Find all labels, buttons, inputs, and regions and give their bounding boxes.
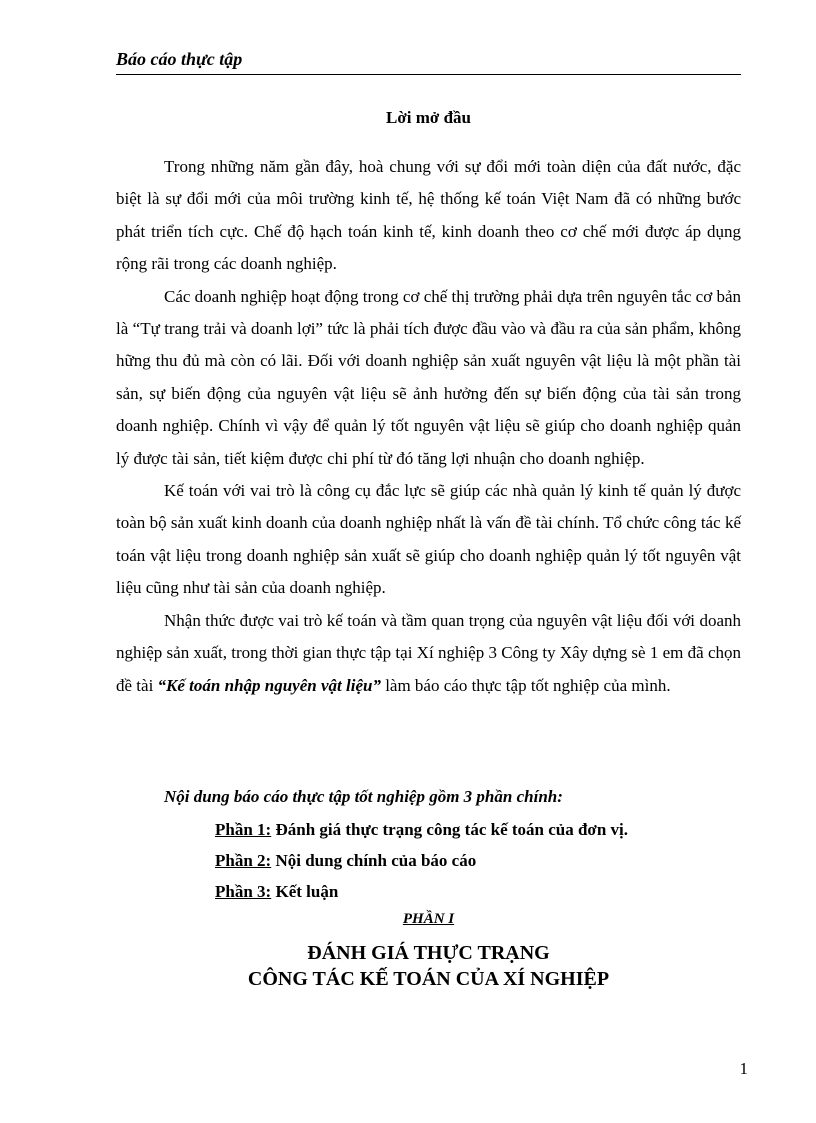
part-label: PHẦN I [402, 911, 455, 927]
paragraph-4 [116, 605, 741, 702]
outline-item-part-1 [215, 815, 628, 845]
part-title-line-1: ĐÁNH GIÁ THỰC TRẠNG [307, 942, 550, 964]
outline-item-label: Phần 3: [215, 882, 272, 901]
paragraph-4-text-after: làm báo cáo thực tập tốt nghiệp của mình. [380, 675, 671, 695]
part-title-line-2: CÔNG TÁC KẾ TOÁN CỦA XÍ NGHIỆP [247, 968, 610, 990]
paragraph-4-text-before: Nhận thức được vai trò kế toán và tầm quan trọng của nguyên vật liệu đối với doanh nghiệp sản xuất, trong thời gian thực tập tại Xí nghiệp 3 Công ty Xây dựng sè 1 em đã chọn đề tài [116, 610, 741, 695]
outline-heading: Nội dung báo cáo thực tập tốt nghiệp gồm 3 phần chính: [164, 787, 563, 806]
outline-item-text: Kết luận [271, 882, 339, 901]
outline-item-label: Phần 2: [215, 851, 272, 870]
body-text [116, 151, 741, 702]
paragraph-1: Trong những năm gần đây, hoà chung với sự đổi mới toàn diện của đất nước, đặc biệt là sự đổi mới của môi trường kinh tế, hệ thống kế toán Việt Nam đã có những bước phát triển tích cực. Chế độ hạch toán kinh tế, kinh doanh theo cơ chế mới được áp dụng rộng rãi trong các doanh nghiệp. [116, 157, 741, 274]
paragraph-2: Các doanh nghiệp hoạt động trong cơ chế thị trường phải dựa trên nguyên tắc cơ bản là “Tự trang trải và doanh lợi” tức là phải tích được đầu vào và đầu ra của sản phẩm, không hững thu đủ mà còn có lãi. Đối với doanh nghiệp sản xuất nguyên vật liệu là một phần tài sản, sự biến động của nguyên vật liệu sẽ ảnh hưởng đến sự biến động của tài sản trong doanh nghiệp. Chính vì vậy để quản lý tốt nguyên vật liệu sẽ giúp cho doanh nghiệp quản lý được tài sản, tiết kiệm được chi phí từ đó tăng lợi nhuận cho doanh nghiệp. [116, 286, 741, 468]
part-title [116, 940, 741, 992]
page-title: Lời mở đầu [386, 108, 471, 127]
page-number: 1 [739, 1059, 748, 1078]
outline-item-text: Đánh giá thực trạng công tác kế toán của đơn vị. [271, 820, 629, 839]
outline-item-text: Nội dung chính của báo cáo [271, 851, 477, 870]
paragraph-3: Kế toán với vai trò là công cụ đắc lực sẽ giúp các nhà quản lý kinh tế quản lý được toàn bộ sản xuất kinh doanh của doanh nghiệp nhất là vấn đề tài chính. Tổ chức công tác kế toán vật liệu trong doanh nghiệp sản xuất sẽ giúp cho doanh nghiệp quản lý tốt nguyên vật liệu cũng như tài sản của doanh nghiệp. [116, 481, 741, 598]
outline-item-label: Phần 1: [215, 820, 272, 839]
report-topic: “Kế toán nhập nguyên vật liệu” [157, 675, 381, 695]
page-header [116, 48, 741, 75]
outline-item-part-3 [215, 877, 338, 907]
header-title: Báo cáo thực tập [116, 49, 243, 69]
outline-item-part-2 [215, 846, 476, 876]
